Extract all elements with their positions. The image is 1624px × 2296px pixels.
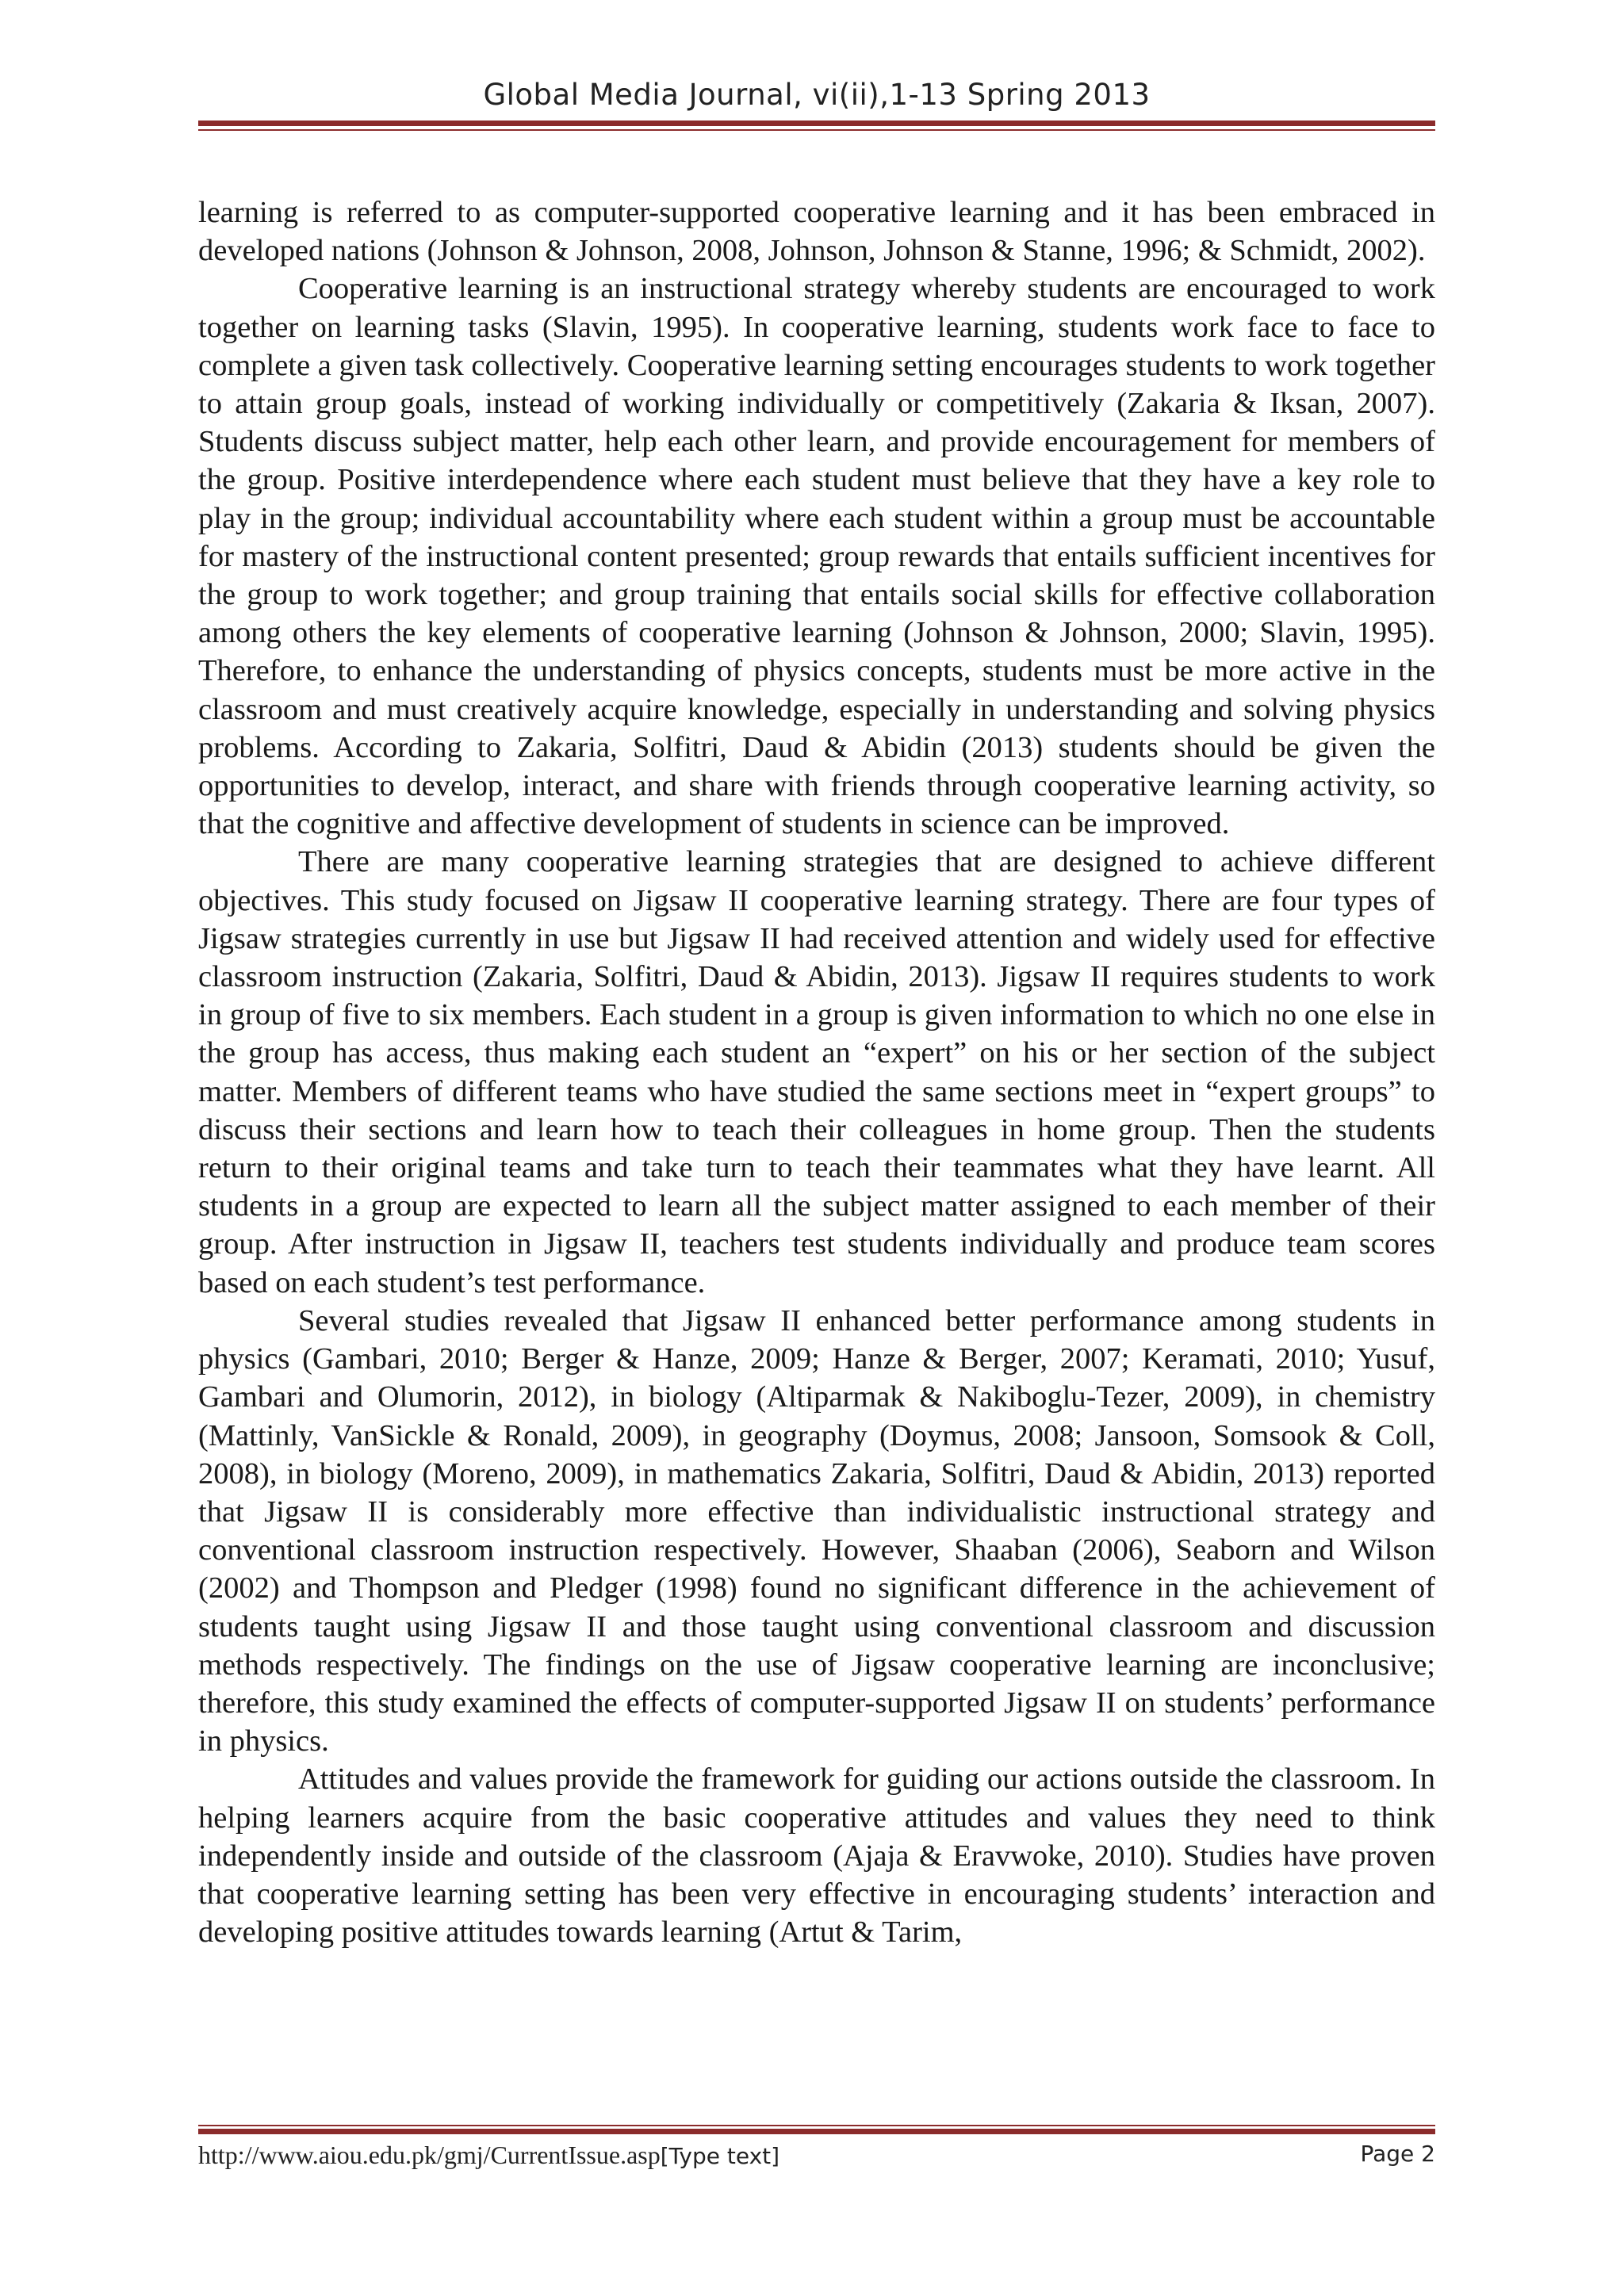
paragraph-2: Cooperative learning is an instructional strategy whereby students are encouraged to work together on learning tasks (Slavin, 1995). In cooperative learning, students work face to face to complete a given task collectively. Cooperative learning setting encourages students to work together to attain group goals, instead of working individually or competitively (Zakaria & Iksan, 2007). Students discuss subject matter, help each other learn, and provide encouragement for members of the group. Positive interdependence where each student must believe that they have a key role to play in the group; individual accountability where each student within a group must be accountable for mastery of the instructional content presented; group rewards that entails sufficient incentives for the group to work together; and group training that entails social skills for effective collaboration among others the key elements of cooperative learning (Johnson & Johnson, 2000; Slavin, 1995). Therefore, to enhance the understanding of physics concepts, students must be more active in the classroom and must creatively acquire knowledge, especially in understanding and solving physics problems. According to Zakaria, Solfitri, Daud & Abidin (2013) students should be given the opportunities to develop, interact, and share with friends through cooperative learning activity, so that the cognitive and affective development of students in science can be improved. bbox=[198, 272, 1435, 841]
running-header: Global Media Journal, vi(ii),1-13 Spring 2013 bbox=[483, 78, 1151, 112]
paragraph-1: learning is referred to as computer-supported cooperative learning and it has been embraced in developed nations (Johnson & Johnson, 2008, Johnson, Johnson & Stanne, 1996; & Schmidt, 2002). bbox=[198, 196, 1435, 268]
header-rule-thick bbox=[198, 121, 1435, 126]
footer-rule-thick bbox=[198, 2129, 1435, 2134]
header-rule-thin bbox=[198, 129, 1435, 131]
paragraph-5: Attitudes and values provide the framework for guiding our actions outside the classroom. In helping learners acquire from the basic cooperative attitudes and values they need to think independently inside and outside of the classroom (Ajaja & Eravwoke, 2010). Studies have proven that cooperative learning setting has been very effective in encouraging students’ interaction and developing positive attitudes towards learning (Artut & Tarim, bbox=[198, 1762, 1435, 1950]
paragraph-4: Several studies revealed that Jigsaw II enhanced better performance among students in physics (Gambari, 2010; Berger & Hanze, 2009; Hanze & Berger, 2007; Keramati, 2010; Yusuf, Gambari and Olumorin, 2012), in biology (Altiparmak & Nakiboglu-Tezer, 2009), in chemistry (Mattinly, VanSickle & Ronald, 2009), in geography (Doymus, 2008; Jansoon, Somsook & Coll, 2008), in biology (Moreno, 2009), in mathematics Zakaria, Solfitri, Daud & Abidin, 2013) reported that Jigsaw II is considerably more effective than individualistic instructional strategy and conventional classroom instruction respectively. However, Shaaban (2006), Seaborn and Wilson (2002) and Thompson and Pledger (1998) found no significant difference in the achievement of students taught using Jigsaw II and those taught using conventional classroom and discussion methods respectively. The findings on the use of Jigsaw cooperative learning are inconclusive; therefore, this study examined the effects of computer-supported Jigsaw II on students’ performance in physics. bbox=[198, 1303, 1435, 1758]
footer-placeholder: [Type text] bbox=[660, 2143, 780, 2169]
body-text bbox=[198, 193, 1435, 1951]
paragraph-3: There are many cooperative learning strategies that are designed to achieve different objectives. This study focused on Jigsaw II cooperative learning strategy. There are four types of Jigsaw strategies currently in use but Jigsaw II had received attention and widely used for effective classroom instruction (Zakaria, Solfitri, Daud & Abidin, 2013). Jigsaw II requires students to work in group of five to six members. Each student in a group is given information to which no one else in the group has access, thus making each student an “expert” on his or her section of the subject matter. Members of different teams who have studied the same sections meet in “expert groups” to discuss their sections and learn how to teach their colleagues in home group. Then the students return to their original teams and take turn to teach their teammates what they have learnt. All students in a group are expected to learn all the subject matter assigned to each member of their group. After instruction in Jigsaw II, teachers test students individually and produce team scores based on each student’s test performance. bbox=[198, 845, 1435, 1299]
footer-left bbox=[198, 2141, 779, 2170]
footer-rule-thin bbox=[198, 2125, 1435, 2126]
page-footer bbox=[198, 2141, 1435, 2180]
footer-url[interactable]: http://www.aiou.edu.pk/gmj/CurrentIssue.asp bbox=[198, 2141, 661, 2169]
page-number: Page 2 bbox=[1360, 2141, 1435, 2167]
